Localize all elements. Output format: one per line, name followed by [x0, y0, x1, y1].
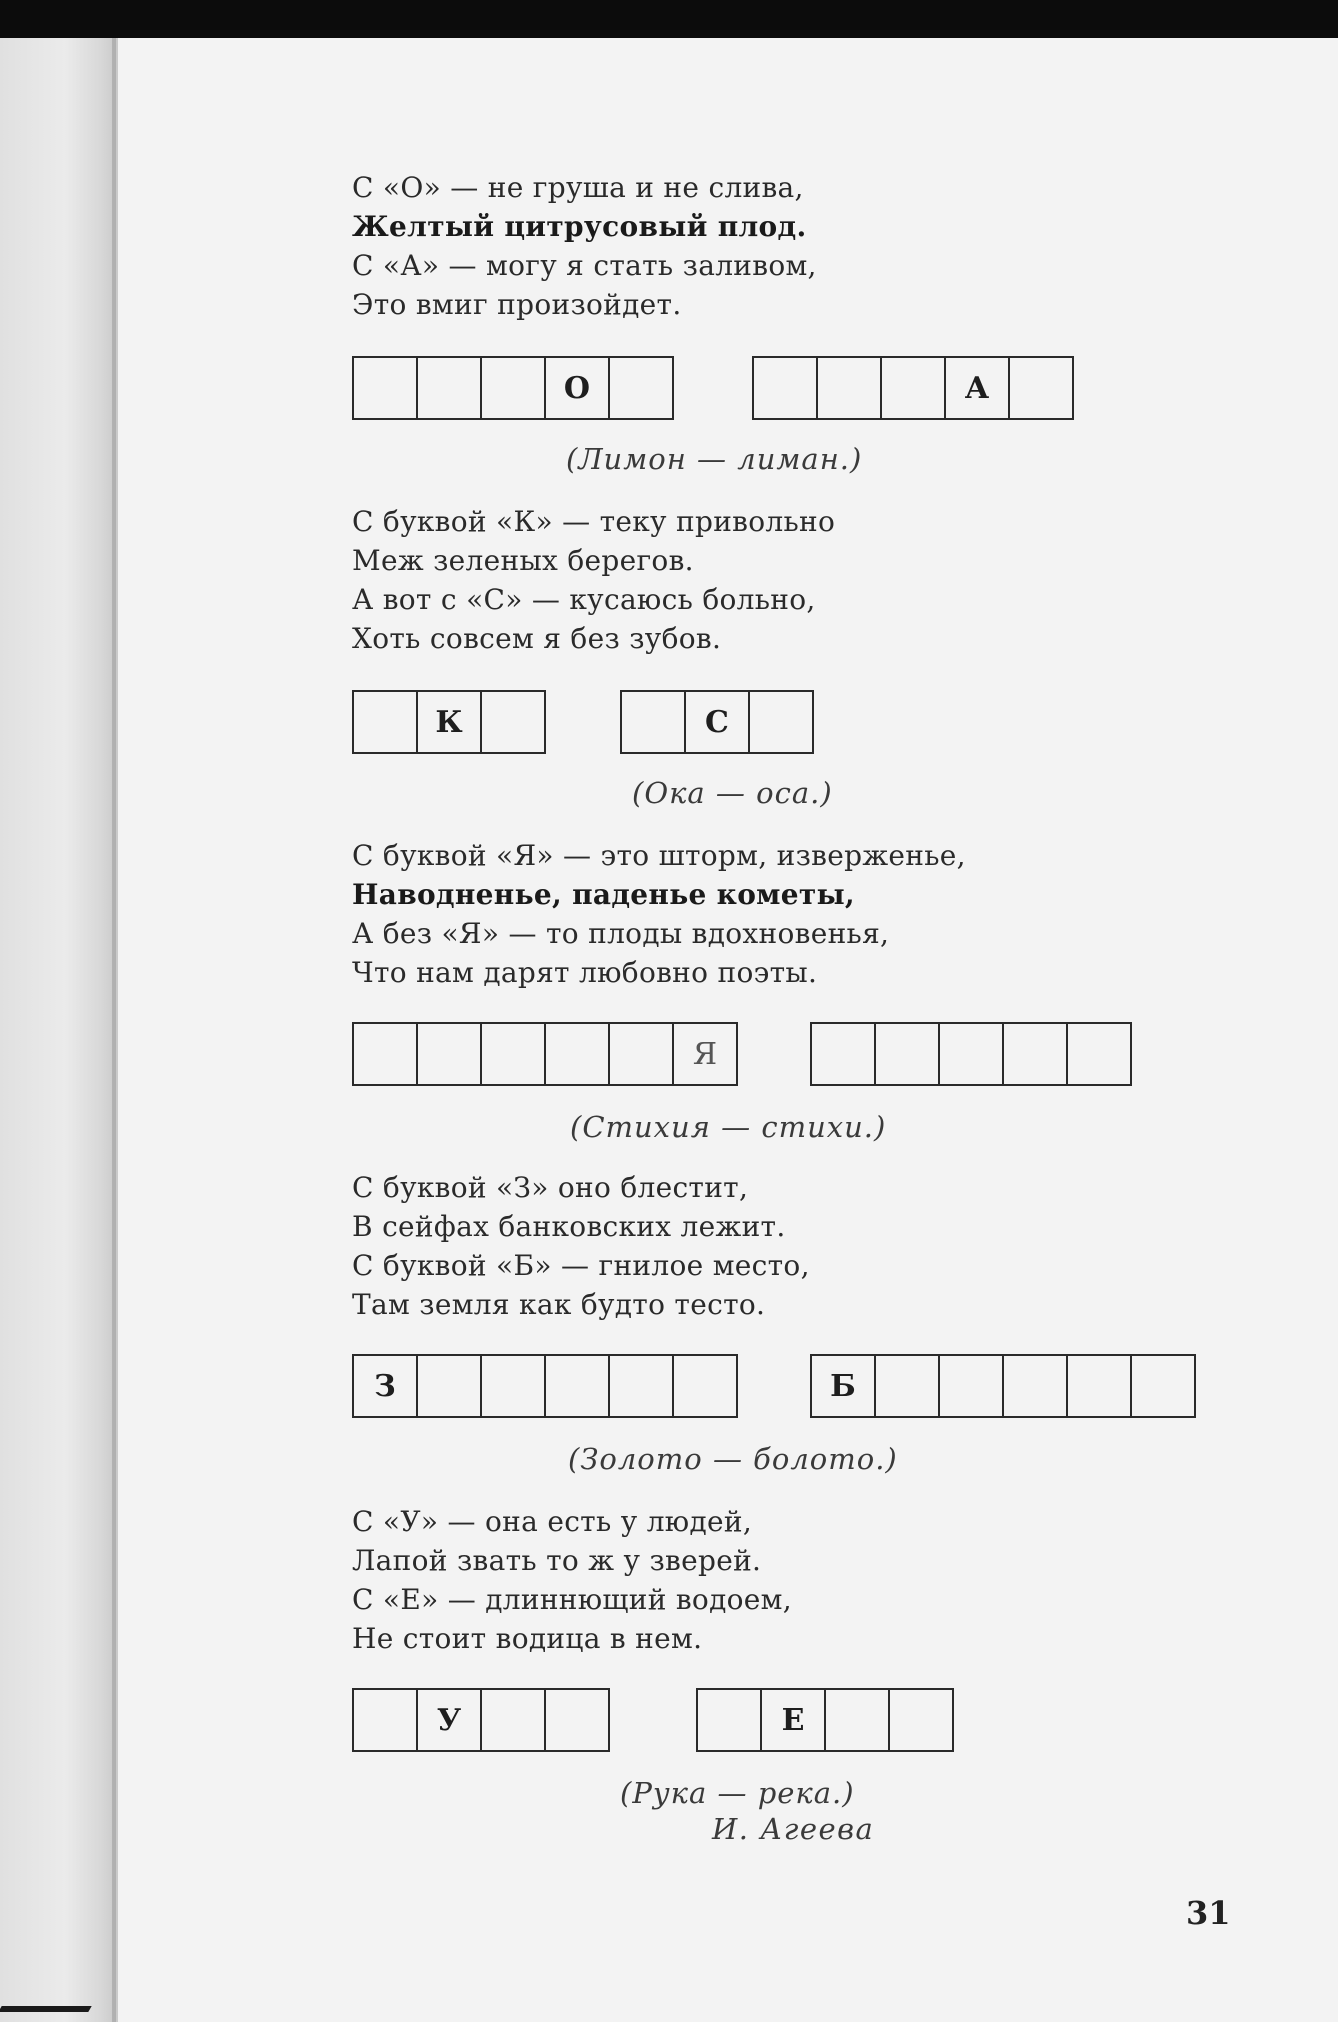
page-edge	[112, 38, 116, 2022]
grid-cell	[354, 1024, 418, 1084]
poem-line: В сейфах банковских лежит.	[352, 1210, 786, 1243]
riddle-1-answer: (Лимон — лиман.)	[566, 442, 863, 476]
poem-line: Это вмиг произойдет.	[352, 288, 682, 321]
riddle-5-poem	[352, 1502, 792, 1658]
poem-line: С «У» — она есть у людей,	[352, 1505, 753, 1538]
scan-corner-mark	[0, 2006, 92, 2012]
riddle-1-poem	[352, 168, 817, 324]
poem-line: Желтый цитрусовый плод.	[352, 210, 807, 243]
poem-line: Там земля как будто тесто.	[352, 1288, 766, 1321]
grid-cell: У	[418, 1690, 482, 1750]
riddle-4-grid-left	[352, 1354, 738, 1418]
poem-line: Лапой звать то ж у зверей.	[352, 1544, 762, 1577]
riddle-3-grid-left	[352, 1022, 738, 1086]
grid-cell	[546, 1690, 608, 1750]
book-spine-shadow	[0, 38, 118, 2022]
riddle-4-poem	[352, 1168, 810, 1324]
riddle-5-grid-right	[696, 1688, 954, 1752]
riddle-2-poem	[352, 502, 835, 658]
poem-line: С буквой «Б» — гнилое место,	[352, 1249, 810, 1282]
riddle-4-grid-right	[810, 1354, 1196, 1418]
grid-cell	[876, 1024, 940, 1084]
grid-cell	[750, 692, 812, 752]
riddle-1-grid-left	[352, 356, 674, 420]
grid-cell	[674, 1356, 736, 1416]
riddle-3-poem	[352, 836, 966, 992]
poem-line: С «А» — могу я стать заливом,	[352, 249, 817, 282]
riddle-2-grid-right	[620, 690, 814, 754]
grid-cell: С	[686, 692, 750, 752]
grid-cell	[1004, 1024, 1068, 1084]
scan-top-border	[0, 0, 1338, 38]
poem-line: Хоть совсем я без зубов.	[352, 622, 722, 655]
page-number: 31	[1186, 1894, 1231, 1932]
poem-line: Меж зеленых берегов.	[352, 544, 694, 577]
grid-cell	[1068, 1356, 1132, 1416]
grid-cell	[610, 358, 672, 418]
grid-cell	[354, 358, 418, 418]
grid-cell	[482, 1690, 546, 1750]
grid-cell	[754, 358, 818, 418]
grid-cell: К	[418, 692, 482, 752]
grid-cell	[940, 1024, 1004, 1084]
grid-cell	[698, 1690, 762, 1750]
grid-cell: А	[946, 358, 1010, 418]
riddle-1-grid-right	[752, 356, 1074, 420]
grid-cell	[354, 692, 418, 752]
grid-cell: Е	[762, 1690, 826, 1750]
grid-cell	[418, 1024, 482, 1084]
riddle-4-answer: (Золото — болото.)	[568, 1442, 898, 1476]
poem-line: С «Е» — длиннющий водоем,	[352, 1583, 792, 1616]
poem-line: С буквой «К» — теку привольно	[352, 505, 836, 538]
grid-cell	[1010, 358, 1072, 418]
grid-cell	[610, 1024, 674, 1084]
grid-cell	[482, 692, 544, 752]
grid-cell	[812, 1024, 876, 1084]
grid-cell	[826, 1690, 890, 1750]
grid-cell	[610, 1356, 674, 1416]
riddle-3-answer: (Стихия — стихи.)	[570, 1110, 887, 1144]
grid-cell	[818, 358, 882, 418]
grid-cell	[418, 1356, 482, 1416]
riddle-2-grid-left	[352, 690, 546, 754]
poem-line: Наводненье, паденье кометы,	[352, 878, 855, 911]
poem-line: С «О» — не груша и не слива,	[352, 171, 804, 204]
author-signature: И. Агеева	[712, 1812, 875, 1846]
riddle-5-answer: (Рука — река.)	[620, 1776, 855, 1810]
grid-cell	[1004, 1356, 1068, 1416]
grid-cell: Б	[812, 1356, 876, 1416]
grid-cell	[482, 1356, 546, 1416]
grid-cell	[876, 1356, 940, 1416]
poem-line: А без «Я» — то плоды вдохновенья,	[352, 917, 890, 950]
grid-cell: Я	[692, 1036, 718, 1072]
grid-cell	[622, 692, 686, 752]
grid-cell	[482, 1024, 546, 1084]
poem-line: С буквой «Я» — это шторм, изверженье,	[352, 839, 966, 872]
grid-cell	[882, 358, 946, 418]
riddle-2-answer: (Ока — оса.)	[632, 776, 833, 810]
grid-cell: З	[354, 1356, 418, 1416]
grid-cell	[482, 358, 546, 418]
grid-cell	[1132, 1356, 1194, 1416]
poem-line: Не стоит водица в нем.	[352, 1622, 703, 1655]
poem-line: С буквой «З» оно блестит,	[352, 1171, 749, 1204]
grid-cell	[546, 1356, 610, 1416]
poem-line: А вот с «С» — кусаюсь больно,	[352, 583, 816, 616]
grid-cell	[890, 1690, 952, 1750]
grid-cell	[354, 1690, 418, 1750]
grid-cell: О	[546, 358, 610, 418]
riddle-3-grid-right	[810, 1022, 1132, 1086]
riddle-5-grid-left	[352, 1688, 610, 1752]
grid-cell	[546, 1024, 610, 1084]
grid-cell	[1068, 1024, 1130, 1084]
grid-cell	[418, 358, 482, 418]
grid-cell	[940, 1356, 1004, 1416]
poem-line: Что нам дарят любовно поэты.	[352, 956, 818, 989]
